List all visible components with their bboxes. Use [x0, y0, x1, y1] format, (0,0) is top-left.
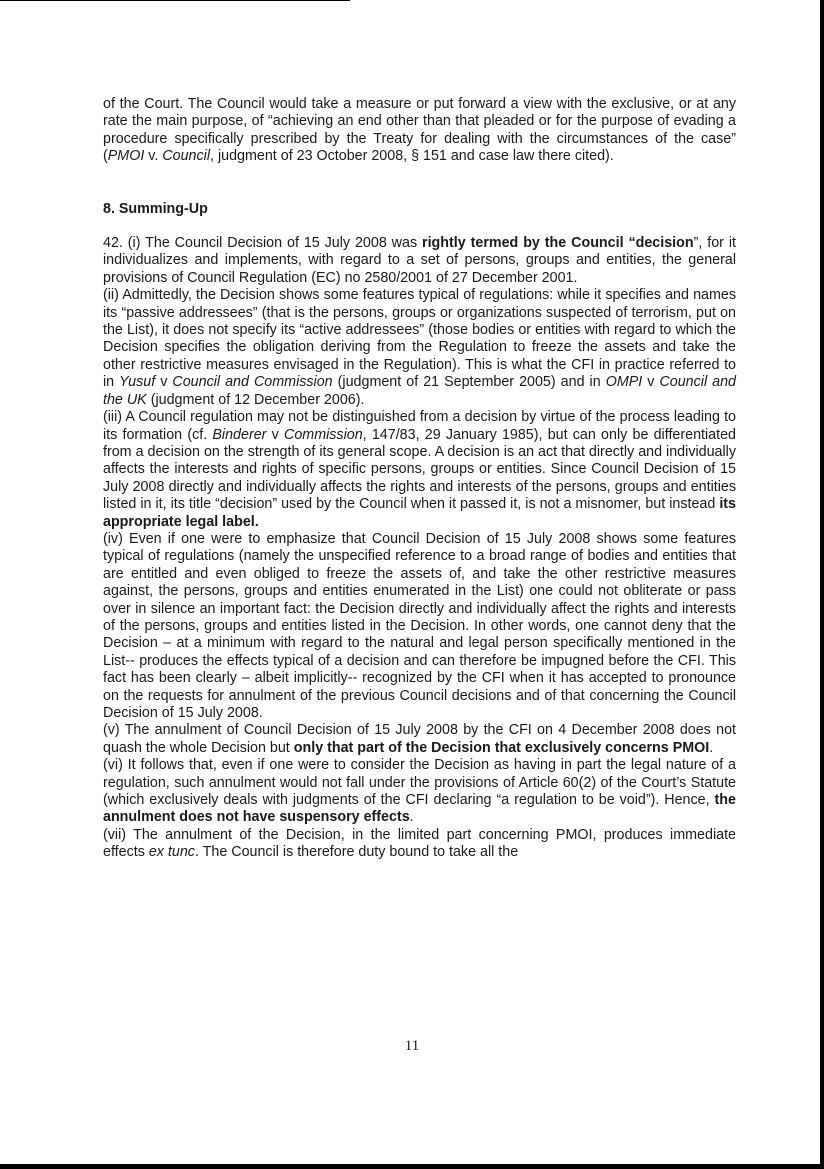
page-number: 11	[404, 1038, 420, 1054]
case-name: PMOI	[107, 148, 145, 165]
case-name: Council	[162, 148, 211, 165]
intro-paragraph: of the Court. The Council would take a measure or put forward a view with the exclusive, or at any rate the main purpose, of “achieving an end other than that pleaded or for the purpose of evading a procedure specifically prescribed by the Treaty for dealing with the circumstances of the case” (PMOI v. Council, judgment of 23 October 2008, § 151 and case law there cited).	[103, 96, 736, 165]
scan-border-right	[820, 0, 824, 1169]
paragraph-vii: (vii) The annulment of the Decision, in the limited part concerning PMOI, produces immediate effects ex tunc. The Council is therefore duty bound to take all the	[103, 826, 736, 861]
paragraph-v: (v) The annulment of Council Decision of 15 July 2008 by the CFI on 4 December 2008 does not quash the whole Decision but only that part of the Decision that exclusively concerns PMOI.	[103, 722, 736, 756]
section-heading: 8. Summing-Up	[103, 200, 208, 217]
paragraph-iv: (iv) Even if one were to emphasize that Council Decision of 15 July 2008 shows some features typical of regulations (namely the unspecified reference to a broad range of bodies and entities that are entitled and even obliged to freeze the assets of, and take the other restrictive measures against, the persons, groups and entities enumerated in the List) one could not obliterate or pass over in silence an important fact: the Decision directly and individually affect the rights and interests of the persons, groups and entities listed in the Decision. In other words, one cannot deny that the Decision – at a minimum with regard to the natural and legal person specifically mentioned in the List-- produces the effects typical of a decision and can therefore be impugned before the CFI. This fact has been clearly – albeit implicitly-- recognized by the CFI when it has accepted to pronounce on the requests for annulment of the previous Council decisions and of that concerning the Council Decision of 15 July 2008.	[103, 530, 736, 721]
scan-border-top	[0, 0, 350, 1]
scan-border-bottom	[0, 1164, 824, 1169]
paragraph-iii: (iii) A Council regulation may not be distinguished from a decision by virtue of the process leading to its formation (cf. Binderer v Commission, 147/83, 29 January 1985), but can only be differentiated from a decision on the strength of its general scope. A decision is an act that directly and individually affects the interests and rights of specific persons, groups or entities. Since Council Decision of 15 July 2008 directly and individually affects the rights and interests of the persons, groups and entities listed in it, its title “decision” used by the Council when it passed it, is not a misnomer, but instead its appropriate legal label.	[103, 409, 737, 530]
document-body	[103, 96, 736, 862]
paragraph-ii: (ii) Admittedly, the Decision shows some features typical of regulations: while it specifies and names its “passive addressees” (that is the persons, groups or organizations suspected of terrorism, put on the List), it does not specify its “active addressees” (those bodies or entities with regard to which the Decision specifies the obligation deriving from the Regulation to freeze the assets and take the other restrictive measures envisaged in the Regulation). This is what the CFI in practice referred to in Yusuf v Council and Commission (judgment of 21 September 2005) and in OMPI v Council and the UK (judgment of 12 December 2006).	[103, 287, 737, 408]
paragraph-vi: (vi) It follows that, even if one were to consider the Decision as having in part the legal nature of a regulation, such annulment would not fall under the provisions of Article 60(2) of the Court’s Statute (which exclusively deals with judgments of the CFI declaring “a regulation to be void”). Hence, the annulment does not have suspensory effects.	[103, 757, 736, 826]
paragraph-i: 42. (i) The Council Decision of 15 July 2008 was rightly termed by the Council “decision”, for it individualizes and implements, with regard to a set of persons, groups and entities, the general provisions of Council Regulation (EC) no 2580/2001 of 27 December 2001.	[103, 235, 736, 286]
